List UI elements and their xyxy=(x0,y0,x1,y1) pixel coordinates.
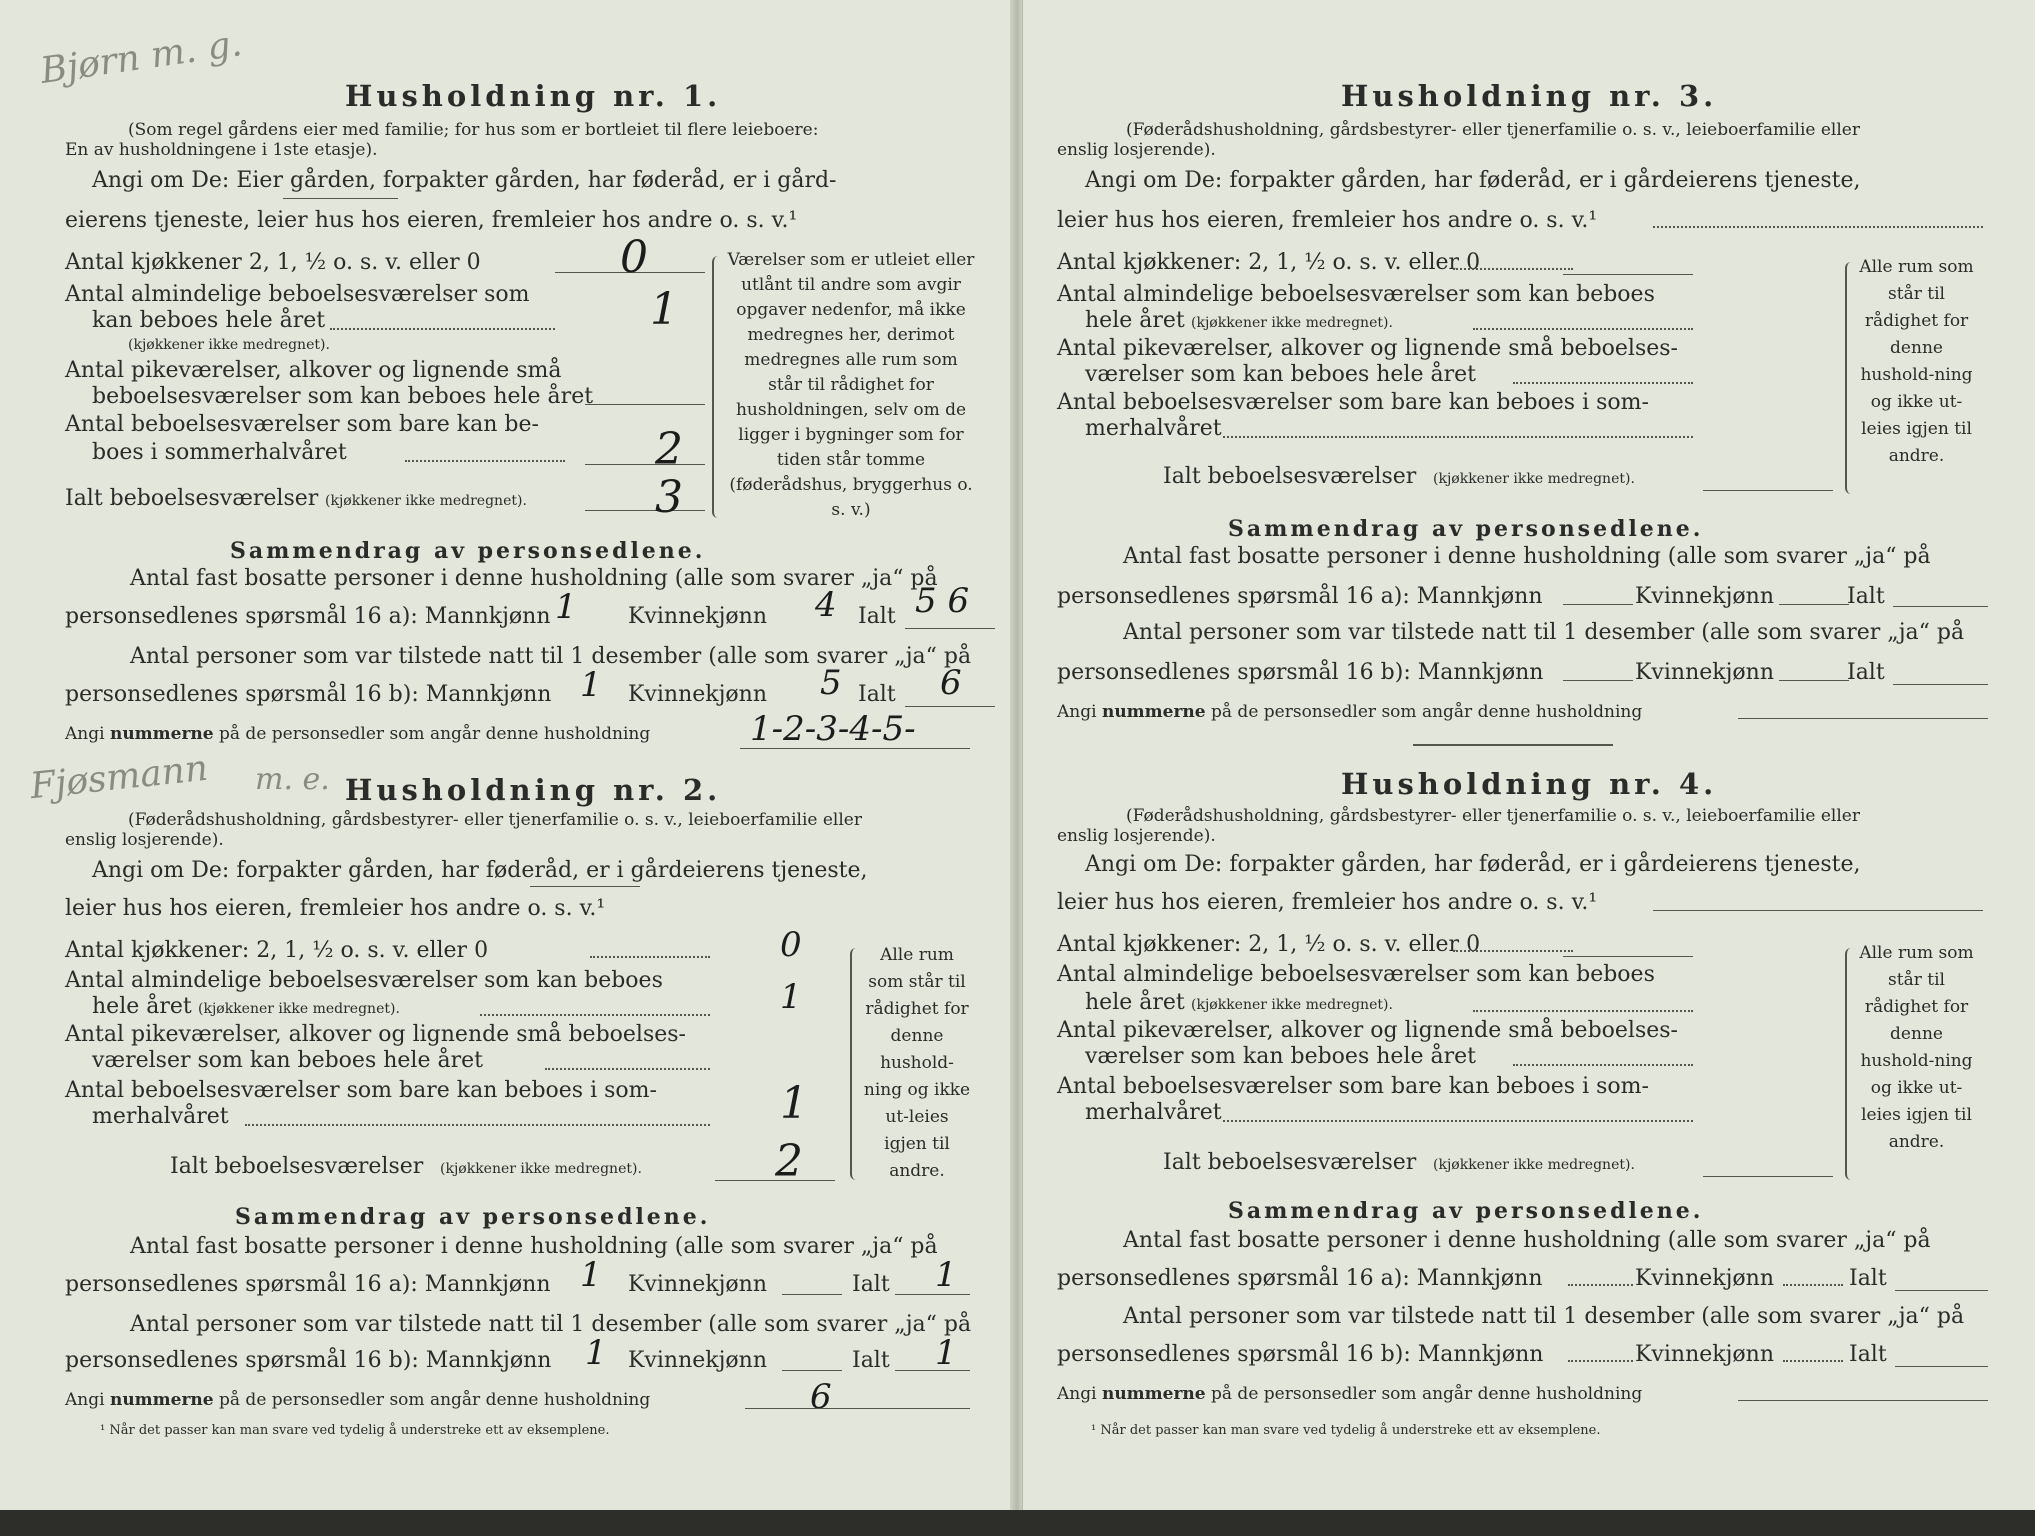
h3-16b-total-label: Ialt xyxy=(1847,660,1885,685)
h3-summer-dots xyxy=(1223,436,1693,438)
h1-total-label: Ialt beboelsesværelser xyxy=(65,486,319,511)
h2-summary-line3: Antal personer som var tilstede natt til 1 desember (alle som svarer „ja“ på xyxy=(130,1312,972,1337)
h2-summer-label2: merhalvåret xyxy=(92,1104,229,1129)
h4-16a-men-dots xyxy=(1568,1284,1633,1286)
h4-title: Husholdning nr. 4. xyxy=(1341,767,1718,801)
h2-16b-women-label: Kvinnekjønn xyxy=(628,1348,767,1373)
h1-summary-title: Sammendrag av personsedlene. xyxy=(230,538,706,564)
h2-regular-value: 1 xyxy=(780,977,802,1017)
h3-regular-dots xyxy=(1473,328,1693,330)
h1-numbers-label: Angi nummerne på de personsedler som angår denne husholdning xyxy=(65,724,651,744)
h4-16b-men-dots xyxy=(1568,1360,1633,1362)
h4-16b-total-line xyxy=(1895,1366,1988,1367)
h2-16a-label: personsedlenes spørsmål 16 a): Mannkjønn xyxy=(65,1272,551,1297)
pencil-note-mid: Fjøsmann xyxy=(28,747,210,808)
h1-note1: (Som regel gårdens eier med familie; for hus som er bortleiet til flere leieboere: xyxy=(128,120,819,140)
h1-16b-women-label: Kvinnekjønn xyxy=(628,682,767,707)
h1-regular-label1: Antal almindelige beboelsesværelser som xyxy=(65,282,530,307)
h3-small-label2: værelser som kan beboes hele året xyxy=(1085,362,1476,387)
h2-16a-total: 1 xyxy=(935,1255,957,1295)
h3-numbers-line xyxy=(1738,718,1988,719)
left-page xyxy=(0,0,1012,1510)
h2-total-note: (kjøkkener ikke medregnet). xyxy=(440,1161,642,1177)
h2-side-note: Alle rum som står til rådighet for denne hushold-ning og ikke ut-leies igjen til andre. xyxy=(863,945,971,1181)
h4-numbers-label: Angi nummerne på de personsedler som angår denne husholdning xyxy=(1057,1384,1643,1404)
h4-summer-dots xyxy=(1223,1120,1693,1122)
h2-regular-label2: hele året xyxy=(92,994,192,1019)
h2-16b-men: 1 xyxy=(585,1333,607,1373)
h2-16b-total-label: Ialt xyxy=(852,1348,890,1373)
h3-regular-label3: (kjøkkener ikke medregnet). xyxy=(1191,315,1393,331)
h2-regular-label3: (kjøkkener ikke medregnet). xyxy=(198,1001,400,1017)
h3-angi-dots xyxy=(1653,226,1983,228)
h3-note2: enslig losjerende). xyxy=(1057,140,1216,160)
h3-summer-label2: merhalvåret xyxy=(1085,416,1222,441)
footnote-left: ¹ Når det passer kan man svare ved tydelig å understreke ett av eksemplene. xyxy=(100,1423,610,1438)
h3-regular-label1: Antal almindelige beboelsesværelser som kan beboes xyxy=(1057,282,1655,307)
h3-note1: (Føderådshusholdning, gårdsbestyrer- eller tjenerfamilie o. s. v., leieboerfamilie eller xyxy=(1126,120,1860,140)
h4-total-line xyxy=(1703,1176,1833,1177)
h3-16a-men-line xyxy=(1563,604,1633,605)
h1-16a-women: 4 xyxy=(815,585,837,625)
h2-regular-label1: Antal almindelige beboelsesværelser som kan beboes xyxy=(65,968,663,993)
h1-title: Husholdning nr. 1. xyxy=(345,79,722,113)
h3-16b-label: personsedlenes spørsmål 16 b): Mannkjønn xyxy=(1057,660,1544,685)
h2-16b-total-line xyxy=(895,1370,970,1371)
h2-kitchens-value: 0 xyxy=(780,925,802,965)
h3-kitchens-label: Antal kjøkkener: 2, 1, ½ o. s. v. eller 0 xyxy=(1057,250,1481,275)
h4-16a-label: personsedlenes spørsmål 16 a): Mannkjønn xyxy=(1057,1266,1543,1291)
h1-regular-dots xyxy=(330,328,555,330)
h2-16a-men: 1 xyxy=(580,1255,602,1295)
h2-brace xyxy=(850,948,862,1180)
h2-16b-total: 1 xyxy=(935,1333,957,1373)
h2-16b-label: personsedlenes spørsmål 16 b): Mannkjønn xyxy=(65,1348,552,1373)
h1-16b-label: personsedlenes spørsmål 16 b): Mannkjønn xyxy=(65,682,552,707)
h3-title: Husholdning nr. 3. xyxy=(1341,79,1718,113)
h3-kitchens-line xyxy=(1563,274,1693,275)
h1-small-label1: Antal pikeværelser, alkover og lignende små xyxy=(65,358,562,383)
h3-angi-line1: Angi om De: forpakter gården, har føderåd, er i gårdeierens tjeneste, xyxy=(1085,168,1861,193)
h1-regular-value: 1 xyxy=(650,284,678,335)
h4-note2: enslig losjerende). xyxy=(1057,826,1216,846)
h4-angi-line xyxy=(1653,910,1983,911)
h3-16a-women-line xyxy=(1779,604,1849,605)
h1-small-label2: beboelsesværelser som kan beboes hele året xyxy=(92,384,594,409)
h4-16b-women-label: Kvinnekjønn xyxy=(1635,1342,1774,1367)
h4-brace xyxy=(1845,948,1857,1180)
h2-summer-dots xyxy=(245,1124,710,1126)
h3-numbers-label: Angi nummerne på de personsedler som angår denne husholdning xyxy=(1057,702,1643,722)
h1-16a-label: personsedlenes spørsmål 16 a): Mannkjønn xyxy=(65,604,551,629)
h3-regular-label2: hele året xyxy=(1085,308,1185,333)
h2-numbers-value: 6 xyxy=(810,1377,832,1417)
h2-numbers-line xyxy=(745,1408,970,1409)
h1-angi-line1: Angi om De: Eier gården, forpakter gården, har føderåd, er i gård- xyxy=(92,168,837,193)
h4-total-note: (kjøkkener ikke medregnet). xyxy=(1433,1157,1635,1173)
h3-side-note: Alle rum som står til rådighet for denne hushold-ning og ikke ut-leies igjen til andre. xyxy=(1859,257,1974,466)
h1-side-note: Værelser som er utleiet eller utlånt til andre som avgir opgaver nedenfor, må ikke medregnes her, derimot medregnes alle rum som står til rådighet for husholdningen, selv om de ligger i bygninger som for tiden står tomme (føderådshus, bryggerhus o. s. v.) xyxy=(727,250,975,520)
h2-16a-total-line xyxy=(895,1294,970,1295)
h1-kitchens-value: 0 xyxy=(620,232,648,283)
h4-regular-label1: Antal almindelige beboelsesværelser som kan beboes xyxy=(1057,962,1655,987)
h4-kitchens-line xyxy=(1563,956,1693,957)
h1-total-value: 3 xyxy=(655,472,683,523)
h4-summary-line1: Antal fast bosatte personer i denne husholdning (alle som svarer „ja“ på xyxy=(1123,1228,1931,1253)
h1-summer-label2: boes i sommerhalvåret xyxy=(92,440,347,465)
h2-numbers-label: Angi nummerne på de personsedler som angår denne husholdning xyxy=(65,1390,651,1410)
right-page xyxy=(1022,0,2035,1510)
h3-16b-women-line xyxy=(1779,680,1849,681)
h1-total-line xyxy=(585,510,705,511)
h3-16b-men-line xyxy=(1563,680,1633,681)
h2-title: Husholdning nr. 2. xyxy=(345,773,722,807)
h4-16b-label: personsedlenes spørsmål 16 b): Mannkjønn xyxy=(1057,1342,1544,1367)
h2-regular-dots xyxy=(480,1014,710,1016)
h1-numbers-line xyxy=(740,748,970,749)
h4-note1: (Føderådshusholdning, gårdsbestyrer- eller tjenerfamilie o. s. v., leieboerfamilie eller xyxy=(1126,806,1860,826)
h1-summer-label1: Antal beboelsesværelser som bare kan be- xyxy=(65,412,539,437)
h2-total-label: Ialt beboelsesværelser xyxy=(170,1154,424,1179)
h3-small-label1: Antal pikeværelser, alkover og lignende små beboelses- xyxy=(1057,336,1678,361)
h3-angi-line2: leier hus hos eieren, fremleier hos andre o. s. v.¹ xyxy=(1057,208,1598,233)
h2-angi-line1: Angi om De: forpakter gården, har føderåd, er i gårdeierens tjeneste, xyxy=(92,858,868,883)
h3-summary-line1: Antal fast bosatte personer i denne husholdning (alle som svarer „ja“ på xyxy=(1123,544,1931,569)
h4-regular-dots xyxy=(1473,1010,1693,1012)
h4-numbers-line xyxy=(1738,1400,1988,1401)
h2-summer-value: 1 xyxy=(780,1078,808,1129)
h1-note2: En av husholdningene i 1ste etasje). xyxy=(65,140,378,160)
h2-summary-line1: Antal fast bosatte personer i denne husholdning (alle som svarer „ja“ på xyxy=(130,1234,938,1259)
h3-total-note: (kjøkkener ikke medregnet). xyxy=(1433,471,1635,487)
h1-regular-label2: kan beboes hele året xyxy=(92,308,326,333)
h4-side-note: Alle rum som står til rådighet for denne hushold-ning og ikke ut-leies igjen til andre. xyxy=(1859,943,1974,1152)
h4-16a-women-dots xyxy=(1783,1284,1843,1286)
h2-note1: (Føderådshusholdning, gårdsbestyrer- eller tjenerfamilie o. s. v., leieboerfamilie eller xyxy=(128,810,862,830)
h1-summer-line xyxy=(585,464,705,465)
h1-summary-line1: Antal fast bosatte personer i denne husholdning (alle som svarer „ja“ på xyxy=(130,566,938,591)
h3-total-label: Ialt beboelsesværelser xyxy=(1163,464,1417,489)
h2-small-label1: Antal pikeværelser, alkover og lignende små beboelses- xyxy=(65,1022,686,1047)
h3-summary-title: Sammendrag av personsedlene. xyxy=(1228,516,1704,542)
h4-summary-line3: Antal personer som var tilstede natt til 1 desember (alle som svarer „ja“ på xyxy=(1123,1304,1965,1329)
h3-16a-label: personsedlenes spørsmål 16 a): Mannkjønn xyxy=(1057,584,1543,609)
h4-regular-label2: hele året xyxy=(1085,990,1185,1015)
h3-summer-label1: Antal beboelsesværelser som bare kan beboes i som- xyxy=(1057,390,1649,415)
h1-16a-total-line xyxy=(905,628,995,629)
h3-16a-total-label: Ialt xyxy=(1847,584,1885,609)
h1-small-line xyxy=(585,404,705,405)
h3-brace xyxy=(1845,262,1857,494)
h1-16a-total-label: Ialt xyxy=(858,604,896,629)
h2-summary-title: Sammendrag av personsedlene. xyxy=(235,1204,711,1230)
h1-16b-total-label: Ialt xyxy=(858,682,896,707)
h2-small-label2: værelser som kan beboes hele året xyxy=(92,1048,483,1073)
h4-kitchens-label: Antal kjøkkener: 2, 1, ½ o. s. v. eller 0 xyxy=(1057,932,1481,957)
h1-16b-men: 1 xyxy=(580,665,602,705)
h3-total-line xyxy=(1703,490,1833,491)
h1-summary-line3: Antal personer som var tilstede natt til 1 desember (alle som svarer „ja“ på xyxy=(130,644,972,669)
h4-total-label: Ialt beboelsesværelser xyxy=(1163,1150,1417,1175)
h4-angi-line2: leier hus hos eieren, fremleier hos andre o. s. v.¹ xyxy=(1057,890,1598,915)
h2-angi-line2: leier hus hos eieren, fremleier hos andre o. s. v.¹ xyxy=(65,896,606,921)
h2-16a-women-label: Kvinnekjønn xyxy=(628,1272,767,1297)
h1-16a-total: 5 6 xyxy=(915,581,970,621)
h3-16a-total-line xyxy=(1893,606,1988,607)
h3-small-dots xyxy=(1513,382,1693,384)
footnote-right: ¹ Når det passer kan man svare ved tydelig å understreke ett av eksemplene. xyxy=(1091,1423,1601,1438)
h1-16b-total: 6 xyxy=(940,663,962,703)
section-divider xyxy=(1413,744,1613,746)
h3-kitchens-dots xyxy=(1453,268,1573,270)
h1-numbers-value: 1-2-3-4-5- xyxy=(750,709,916,749)
h2-underline-foderad xyxy=(530,886,640,887)
h1-16b-total-line xyxy=(905,706,995,707)
h4-summer-label2: merhalvåret xyxy=(1085,1100,1222,1125)
h4-kitchens-dots xyxy=(1453,950,1573,952)
h2-kitchens-dots xyxy=(590,956,710,958)
h2-16a-women-line xyxy=(782,1294,842,1295)
h2-total-value: 2 xyxy=(775,1136,803,1187)
h4-regular-label3: (kjøkkener ikke medregnet). xyxy=(1191,997,1393,1013)
h4-16a-total-label: Ialt xyxy=(1849,1266,1887,1291)
h4-summer-label1: Antal beboelsesværelser som bare kan beboes i som- xyxy=(1057,1074,1649,1099)
h1-summer-dots xyxy=(405,460,565,462)
h4-16a-total-line xyxy=(1895,1290,1988,1291)
pencil-note-top: Bjørn m. g. xyxy=(38,23,245,92)
h1-16a-women-label: Kvinnekjønn xyxy=(628,604,767,629)
scan-bottom-edge xyxy=(0,1510,2035,1536)
h4-summary-title: Sammendrag av personsedlene. xyxy=(1228,1198,1704,1224)
h3-16b-women-label: Kvinnekjønn xyxy=(1635,660,1774,685)
pencil-note-mid2: m. e. xyxy=(255,762,330,797)
h2-note2: enslig losjerende). xyxy=(65,830,224,850)
h1-summer-value: 2 xyxy=(655,424,683,475)
h2-16b-women-line xyxy=(782,1370,842,1371)
h1-kitchens-label: Antal kjøkkener 2, 1, ½ o. s. v. eller 0 xyxy=(65,250,481,275)
h1-16a-men: 1 xyxy=(555,587,577,627)
h3-summary-line3: Antal personer som var tilstede natt til 1 desember (alle som svarer „ja“ på xyxy=(1123,620,1965,645)
h1-16b-women: 5 xyxy=(820,663,842,703)
h1-regular-label3: (kjøkkener ikke medregnet). xyxy=(128,337,330,353)
h2-kitchens-label: Antal kjøkkener: 2, 1, ½ o. s. v. eller 0 xyxy=(65,938,489,963)
h4-16a-women-label: Kvinnekjønn xyxy=(1635,1266,1774,1291)
h3-16a-women-label: Kvinnekjønn xyxy=(1635,584,1774,609)
h4-small-label2: værelser som kan beboes hele året xyxy=(1085,1044,1476,1069)
h2-summer-label1: Antal beboelsesværelser som bare kan beboes i som- xyxy=(65,1078,657,1103)
h2-small-dots xyxy=(545,1068,710,1070)
h2-16a-total-label: Ialt xyxy=(852,1272,890,1297)
h4-16b-women-dots xyxy=(1783,1360,1843,1362)
h1-brace xyxy=(712,256,724,518)
h4-16b-total-label: Ialt xyxy=(1849,1342,1887,1367)
h4-angi-line1: Angi om De: forpakter gården, har føderåd, er i gårdeierens tjeneste, xyxy=(1085,852,1861,877)
h4-small-label1: Antal pikeværelser, alkover og lignende små beboelses- xyxy=(1057,1018,1678,1043)
h1-total-note: (kjøkkener ikke medregnet). xyxy=(325,493,527,509)
h1-underline-eier xyxy=(283,198,398,199)
h1-angi-line2: eierens tjeneste, leier hus hos eieren, fremleier hos andre o. s. v.¹ xyxy=(65,208,798,233)
h3-16b-total-line xyxy=(1893,684,1988,685)
h4-small-dots xyxy=(1513,1064,1693,1066)
